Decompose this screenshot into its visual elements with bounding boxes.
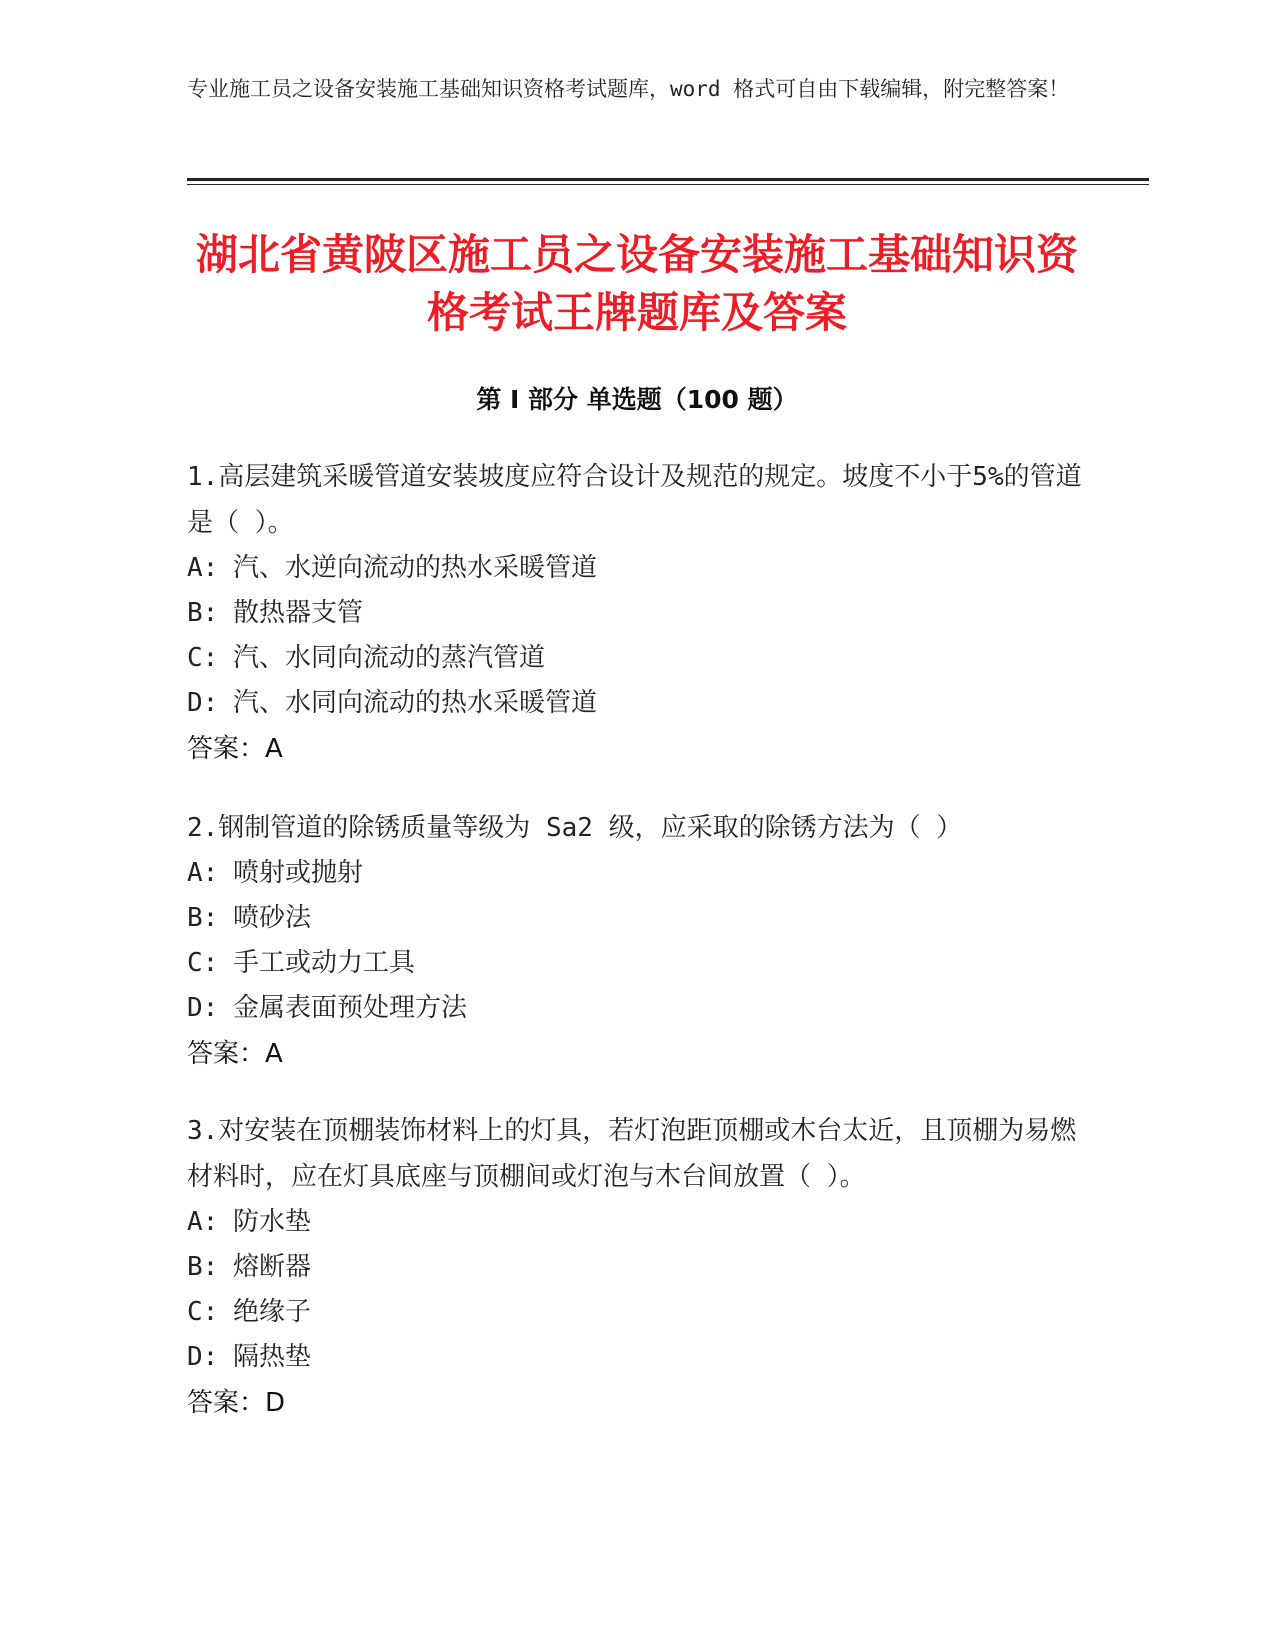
option-list bbox=[187, 546, 1087, 726]
question-block bbox=[187, 805, 1087, 1077]
section-heading: 第 I 部分 单选题（100 题） bbox=[476, 385, 798, 414]
option-key: D: bbox=[187, 993, 219, 1023]
option-text: 汽、水同向流动的热水采暖管道 bbox=[233, 688, 598, 718]
option-key: C: bbox=[187, 643, 219, 673]
question-stem: 3.对安装在顶棚装饰材料上的灯具，若灯泡距顶棚或木台太近，且顶棚为易燃材料时，应在灯具底座与顶棚间或灯泡与木台间放置（ ）。 bbox=[187, 1116, 1077, 1192]
option-key: D: bbox=[187, 1342, 219, 1372]
answer-value: A bbox=[265, 734, 283, 764]
option-text: 熔断器 bbox=[233, 1252, 312, 1282]
option-d bbox=[187, 986, 1087, 1031]
question-stem: 1.高层建筑采暖管道安装坡度应符合设计及规范的规定。坡度不小于5%的管道是（ ）。 bbox=[187, 462, 1082, 538]
question-stem: 2.钢制管道的除锈质量等级为 Sa2 级，应采取的除锈方法为（ ） bbox=[187, 813, 963, 843]
option-text: 喷砂法 bbox=[233, 903, 312, 933]
option-key: B: bbox=[187, 1252, 219, 1282]
option-key: A: bbox=[187, 553, 219, 583]
option-text: 隔热垫 bbox=[233, 1342, 312, 1372]
answer-label: 答案： bbox=[187, 1388, 266, 1418]
option-d bbox=[187, 1335, 1087, 1380]
option-c bbox=[187, 636, 1087, 681]
option-text: 喷射或抛射 bbox=[233, 858, 364, 888]
question-block bbox=[187, 454, 1087, 772]
answer-value: D bbox=[265, 1388, 286, 1418]
option-key: C: bbox=[187, 1297, 219, 1327]
option-a bbox=[187, 851, 1087, 896]
answer-label: 答案： bbox=[187, 734, 266, 764]
option-b bbox=[187, 896, 1087, 941]
option-c bbox=[187, 941, 1087, 986]
option-list bbox=[187, 1200, 1087, 1380]
option-text: 防水垫 bbox=[233, 1207, 312, 1237]
option-text: 手工或动力工具 bbox=[233, 948, 416, 978]
answer-line bbox=[187, 726, 1087, 772]
option-text: 散热器支管 bbox=[233, 598, 364, 628]
option-text: 汽、水同向流动的蒸汽管道 bbox=[233, 643, 546, 673]
answer-label: 答案： bbox=[187, 1039, 266, 1069]
option-list bbox=[187, 851, 1087, 1031]
header-rule-thin bbox=[187, 184, 1149, 185]
option-key: A: bbox=[187, 1207, 219, 1237]
header-note: 专业施工员之设备安装施工基础知识资格考试题库，word 格式可自由下载编辑，附完整答案！ bbox=[187, 77, 1070, 101]
option-d bbox=[187, 681, 1087, 726]
option-key: B: bbox=[187, 598, 219, 628]
option-key: B: bbox=[187, 903, 219, 933]
document-title: 湖北省黄陂区施工员之设备安装施工基础知识资格考试王牌题库及答案 bbox=[195, 230, 1078, 337]
question-block bbox=[187, 1108, 1087, 1426]
answer-value: A bbox=[265, 1039, 283, 1069]
option-key: C: bbox=[187, 948, 219, 978]
option-c bbox=[187, 1290, 1087, 1335]
answer-line bbox=[187, 1380, 1087, 1426]
option-b bbox=[187, 1245, 1087, 1290]
option-key: A: bbox=[187, 858, 219, 888]
option-text: 金属表面预处理方法 bbox=[233, 993, 468, 1023]
option-a bbox=[187, 1200, 1087, 1245]
option-text: 汽、水逆向流动的热水采暖管道 bbox=[233, 553, 598, 583]
option-text: 绝缘子 bbox=[233, 1297, 312, 1327]
answer-line bbox=[187, 1031, 1087, 1077]
option-a bbox=[187, 546, 1087, 591]
header-rule-thick bbox=[187, 178, 1149, 181]
option-key: D: bbox=[187, 688, 219, 718]
option-b bbox=[187, 591, 1087, 636]
